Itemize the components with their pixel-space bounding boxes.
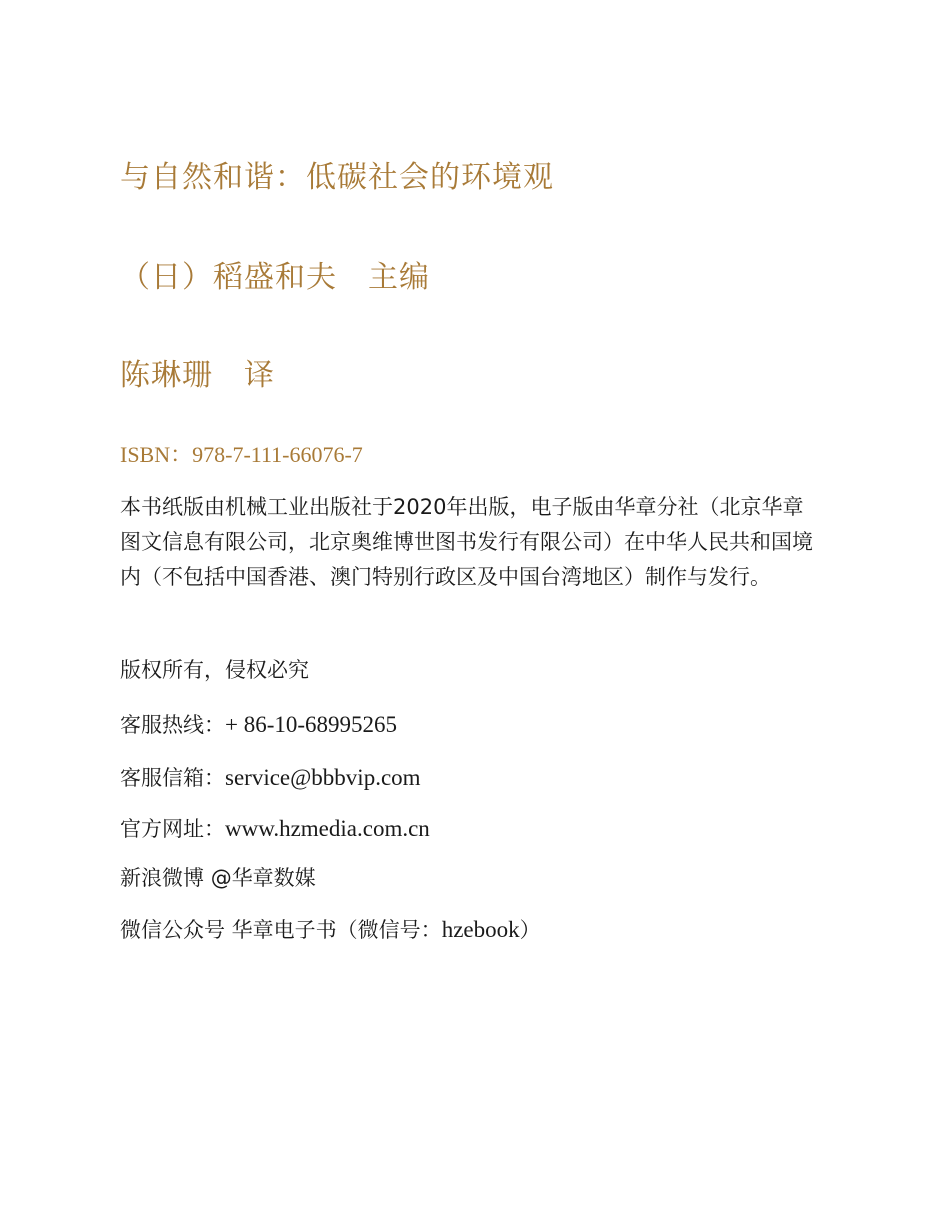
copyright-notice: 版权所有，侵权必究 bbox=[120, 658, 309, 682]
book-translator: 陈琳珊 译 bbox=[120, 358, 275, 393]
wechat-value: hzebook bbox=[441, 917, 520, 942]
hotline-value: + 86-10-68995265 bbox=[225, 712, 398, 737]
email-label: 客服信箱： bbox=[120, 766, 225, 790]
wechat-label: 微信公众号 华章电子书（微信号： bbox=[120, 918, 442, 942]
customer-hotline bbox=[120, 707, 397, 743]
isbn-label: ISBN： bbox=[120, 442, 193, 467]
website-label: 官方网址： bbox=[120, 817, 225, 841]
book-author: （日）稻盛和夫 主编 bbox=[120, 260, 430, 295]
customer-email bbox=[120, 760, 421, 796]
official-website bbox=[120, 811, 430, 847]
email-value[interactable]: service@bbbvip.com bbox=[225, 765, 421, 790]
hotline-label: 客服热线： bbox=[120, 713, 225, 737]
wechat-account bbox=[120, 912, 541, 948]
weibo-label: 新浪微博 bbox=[120, 866, 211, 890]
weibo-value: @华章数媒 bbox=[210, 866, 316, 890]
website-value[interactable]: www.hzmedia.com.cn bbox=[225, 816, 430, 841]
weibo-account bbox=[120, 861, 316, 896]
isbn-line bbox=[120, 438, 363, 469]
publication-description: 本书纸版由机械工业出版社于2020年出版，电子版由华章分社（北京华章图文信息有限公司，北京奥维博世图书发行有限公司）在中华人民共和国境内（不包括中国香港、澳门特别行政区及中国台湾地区）制作与发行。 bbox=[120, 495, 813, 589]
book-title: 与自然和谐：低碳社会的环境观 bbox=[120, 160, 554, 195]
isbn-value: 978-7-111-66076-7 bbox=[192, 442, 363, 467]
wechat-suffix: ） bbox=[519, 918, 541, 942]
